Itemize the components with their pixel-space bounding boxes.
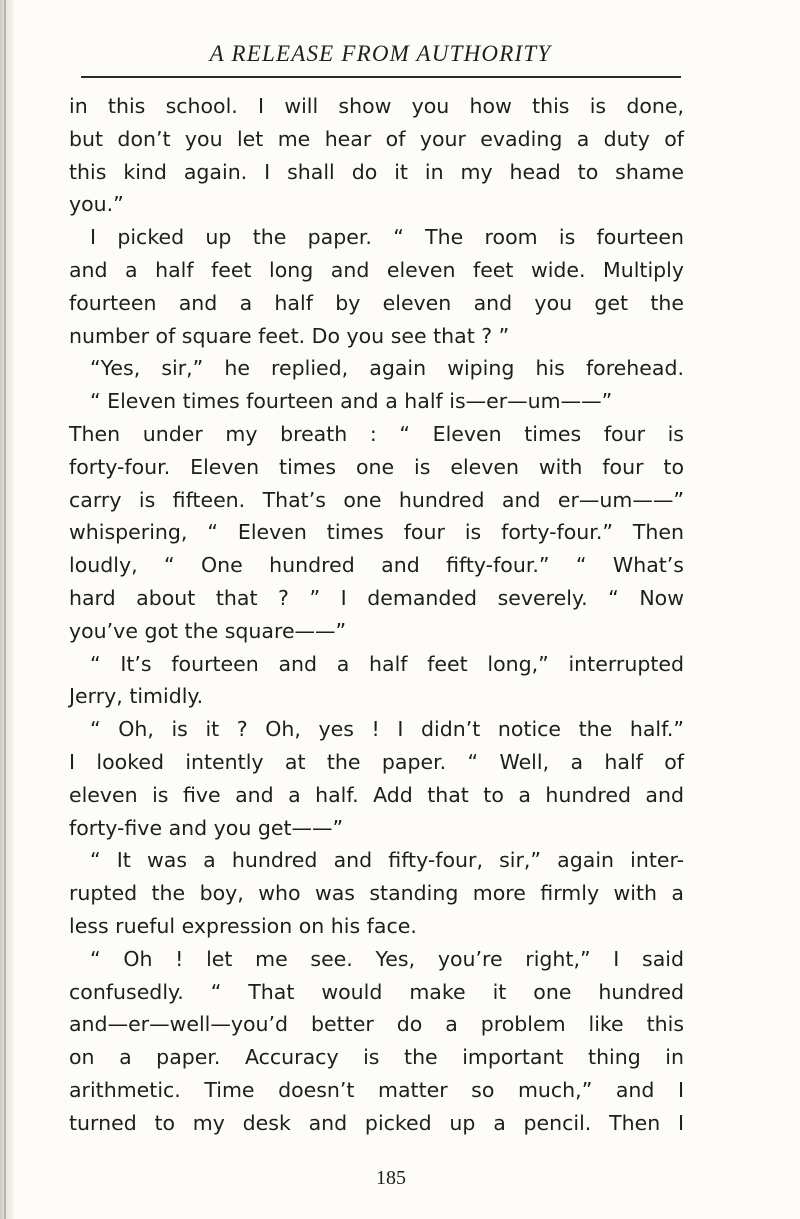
text-line: you.” [69,192,124,217]
text-line: I looked intently at the paper. “ Well, a half of [69,749,684,774]
text-line: eleven is five and a half. Add that to a hundred and [69,782,684,807]
binding-shadow [0,0,14,1219]
text-line: rupted the boy, who was standing more firmly with a [69,881,684,906]
text-line: arithmetic. Time doesn’t matter so much,” and I [69,1077,684,1102]
text-line: and—er—well—you’d better do a problem like this [69,1012,684,1037]
text-line: you’ve got the square——” [69,618,347,643]
header-rule [81,76,681,78]
text-line: “ Oh, is it ? Oh, yes ! I didn’t notice the half.” [90,717,684,742]
text-line: turned to my desk and picked up a pencil. Then I [69,1110,684,1135]
text-line: “ It’s fourteen and a half feet long,” interrupted [90,651,684,676]
text-line: hard about that ? ” I demanded severely. “ Now [69,585,684,610]
text-line: forty-five and you get——” [69,815,344,840]
text-line: less rueful expression on his face. [69,913,417,938]
text-line: number of square feet. Do you see that ? ” [69,323,510,348]
text-line: confusedly. “ That would make it one hundred [69,979,684,1004]
text-line: whispering, “ Eleven times four is forty-four.” Then [69,520,684,545]
binding-edge [4,0,6,1219]
text-line: loudly, “ One hundred and fifty-four.” “ What’s [69,553,684,578]
text-line: on a paper. Accuracy is the important thing in [69,1045,684,1070]
text-line: “ It was a hundred and fifty-four, sir,” again inter- [90,848,684,873]
text-line: carry is fifteen. That’s one hundred and er—um——” [69,487,684,512]
text-line: in this school. I will show you how this is done, [69,94,684,118]
text-line: and a half feet long and eleven feet wide. Multiply [69,257,684,282]
text-line: fourteen and a half by eleven and you get the [69,290,684,315]
text-line: this kind again. I shall do it in my head to shame [69,159,684,184]
running-head: A RELEASE FROM AUTHORITY [209,41,552,66]
text-line: Then under my breath : “ Eleven times four is [69,421,684,446]
text-line: “ Oh ! let me see. Yes, you’re right,” I said [90,946,684,971]
text-line: but don’t you let me hear of your evading a duty of [69,126,684,151]
text-line: “Yes, sir,” he replied, again wiping his forehead. [90,356,684,381]
book-page [69,40,684,1140]
text-line: I picked up the paper. “ The room is fourteen [90,225,684,250]
text-line: Jerry, timidly. [69,684,204,709]
text-line: forty-four. Eleven times one is eleven with four to [69,454,684,479]
page-number: 185 [376,1167,406,1189]
text-line: “ Eleven times fourteen and a half is—er—um——” [90,389,613,414]
body-text [69,90,684,1140]
